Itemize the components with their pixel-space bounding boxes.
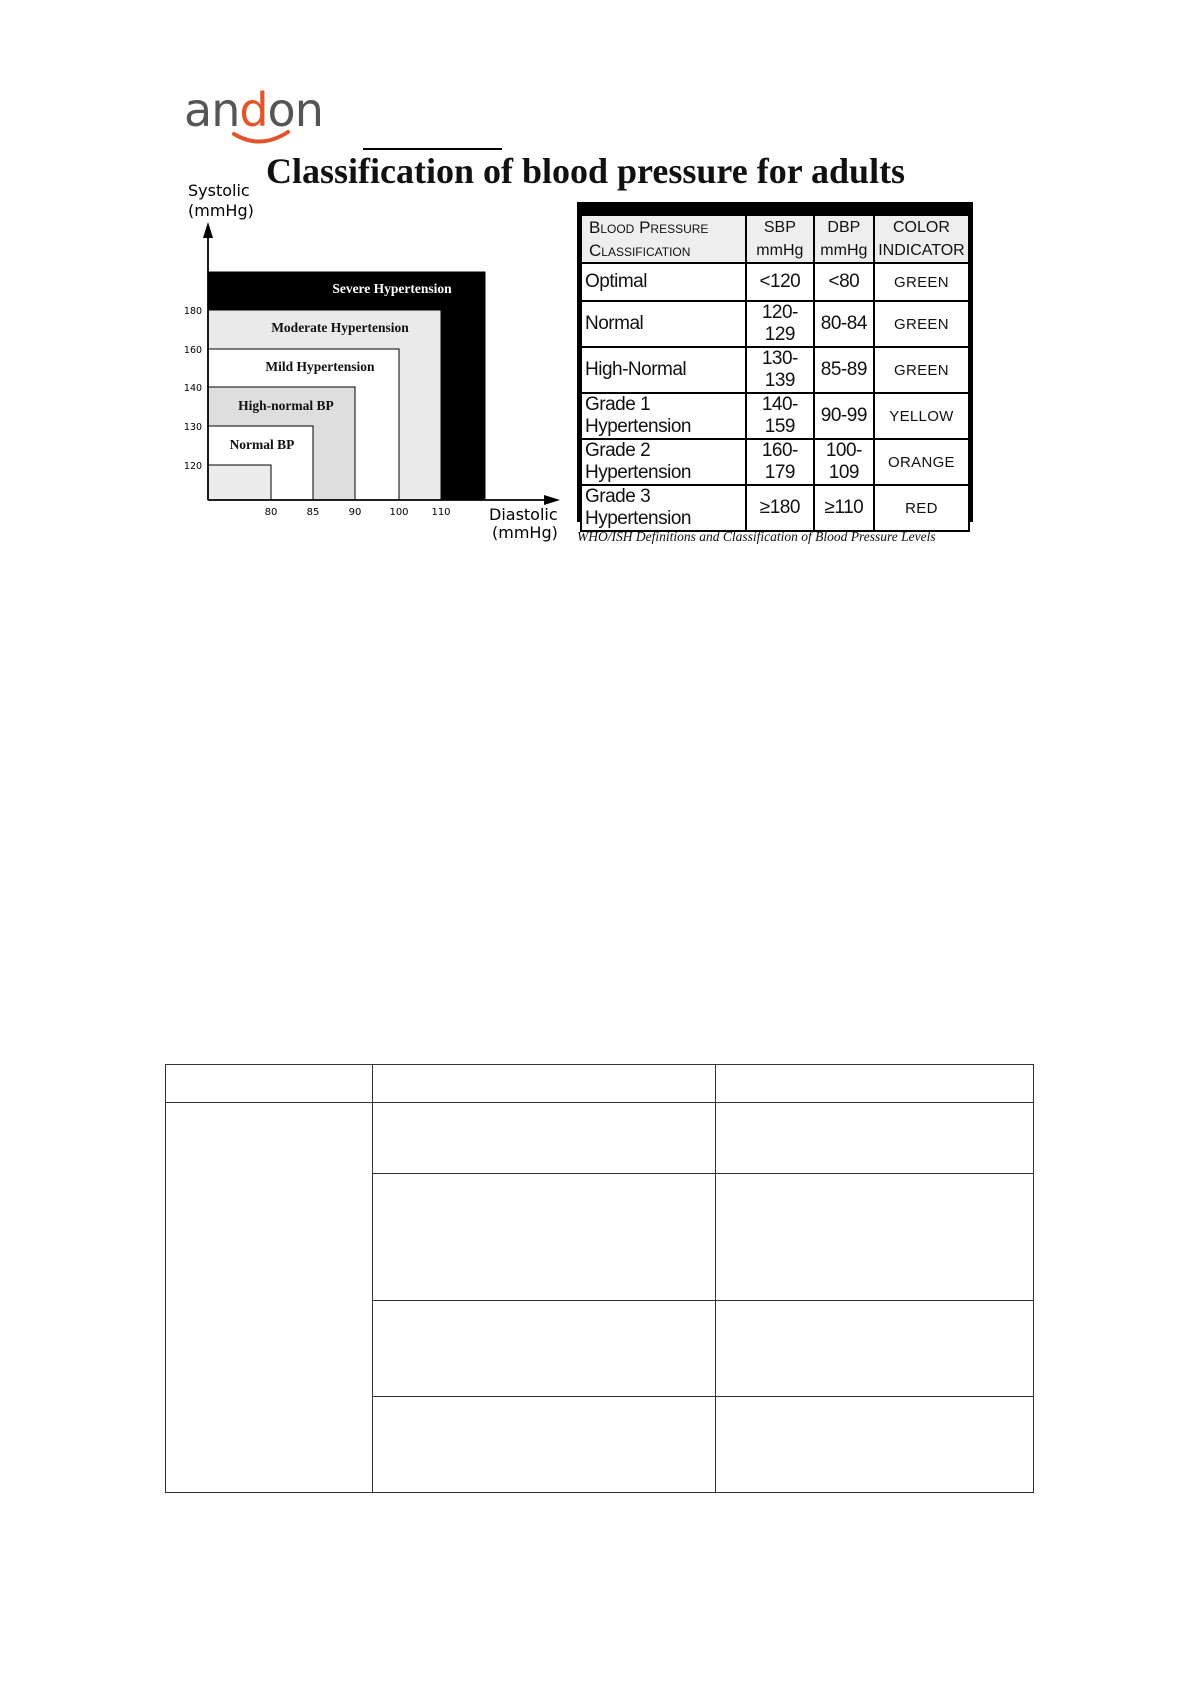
color-cell: RED [874,485,969,531]
classification-cell: Grade 1 Hypertension [581,393,746,439]
sbp-cell: 140-159 [746,393,814,439]
bp-classification-table [577,202,973,529]
zone-label: Normal BP [229,437,295,452]
dbp-cell: 100-109 [814,439,874,485]
sbp-cell: ≥180 [746,485,814,531]
andon-logo [182,82,342,152]
header-sbp: SBP mmHg [746,215,814,263]
table-cell [716,1397,1034,1493]
classification-cell: Grade 2 Hypertension [581,439,746,485]
logo-wordmark: andon [184,83,323,137]
sbp-cell: <120 [746,263,814,301]
y-axis-label-line1: Systolic [188,182,250,200]
classification-cell: Optimal [581,263,746,301]
chart-zones [208,272,485,500]
page-title: Classification of blood pressure for adults [266,151,906,191]
sbp-cell: 130-139 [746,347,814,393]
zone-label: Mild Hypertension [265,359,375,374]
classification-cell: High-Normal [581,347,746,393]
x-tick-label: 80 [264,507,278,518]
header-classification: Blood Pressure Classification [581,215,746,263]
classification-cell: Grade 3 Hypertension [581,485,746,531]
sbp-cell: 160-179 [746,439,814,485]
zone-label: Moderate Hypertension [271,320,409,335]
zone-label: Severe Hypertension [332,281,452,296]
color-cell: YELLOW [874,393,969,439]
empty-table [165,1064,1034,1493]
color-cell: ORANGE [874,439,969,485]
dbp-cell: 85-89 [814,347,874,393]
x-tick-labels [265,507,451,518]
classification-cell: Normal [581,301,746,347]
dbp-cell: 90-99 [814,393,874,439]
table-caption: WHO/ISH Definitions and Classification of Blood Pressure Levels [577,529,936,544]
x-axis-label-line2: (mmHg) [492,523,558,542]
table-row [581,485,969,531]
y-tick-label: 140 [183,383,203,394]
table-row [581,347,969,393]
color-cell: GREEN [874,263,969,301]
y-axis-label-line2: (mmHg) [188,201,254,220]
color-cell: GREEN [874,301,969,347]
header-dbp: DBP mmHg [814,215,874,263]
table-cell [372,1103,716,1174]
x-tick-label: 90 [348,507,362,518]
table-row [581,263,969,301]
x-tick-label: 85 [306,507,320,518]
y-tick-label: 160 [183,345,203,356]
y-tick-label: 180 [183,306,203,317]
color-cell: GREEN [874,347,969,393]
table-row [581,439,969,485]
table-row [581,301,969,347]
x-axis-arrow-icon [544,495,560,505]
y-tick-label: 120 [183,461,203,472]
x-tick-label: 100 [389,507,409,518]
table-cell [166,1103,373,1493]
x-axis-label-line1: Diastolic [489,505,558,524]
table-row [166,1103,1034,1174]
y-tick-labels [184,306,202,472]
dbp-cell: <80 [814,263,874,301]
y-tick-label: 130 [183,422,203,433]
zone-optimal [208,465,271,500]
table-cell [166,1065,373,1103]
table-cell [716,1065,1034,1103]
table-cell [372,1301,716,1397]
table-cell [716,1301,1034,1397]
table-cell [716,1174,1034,1301]
table-header-row [581,215,969,263]
bp-chart [180,182,570,552]
zone-label: High-normal BP [238,398,334,413]
dbp-cell: 80-84 [814,301,874,347]
table-cell [372,1397,716,1493]
sbp-cell: 120-129 [746,301,814,347]
table-row [581,393,969,439]
y-axis-arrow-icon [203,222,213,238]
table-cell [716,1103,1034,1174]
dbp-cell: ≥110 [814,485,874,531]
table-row [166,1065,1034,1103]
table-cell [372,1174,716,1301]
x-tick-label: 110 [431,507,451,518]
header-color-indicator: COLOR INDICATOR [874,215,969,263]
table-cell [372,1065,716,1103]
